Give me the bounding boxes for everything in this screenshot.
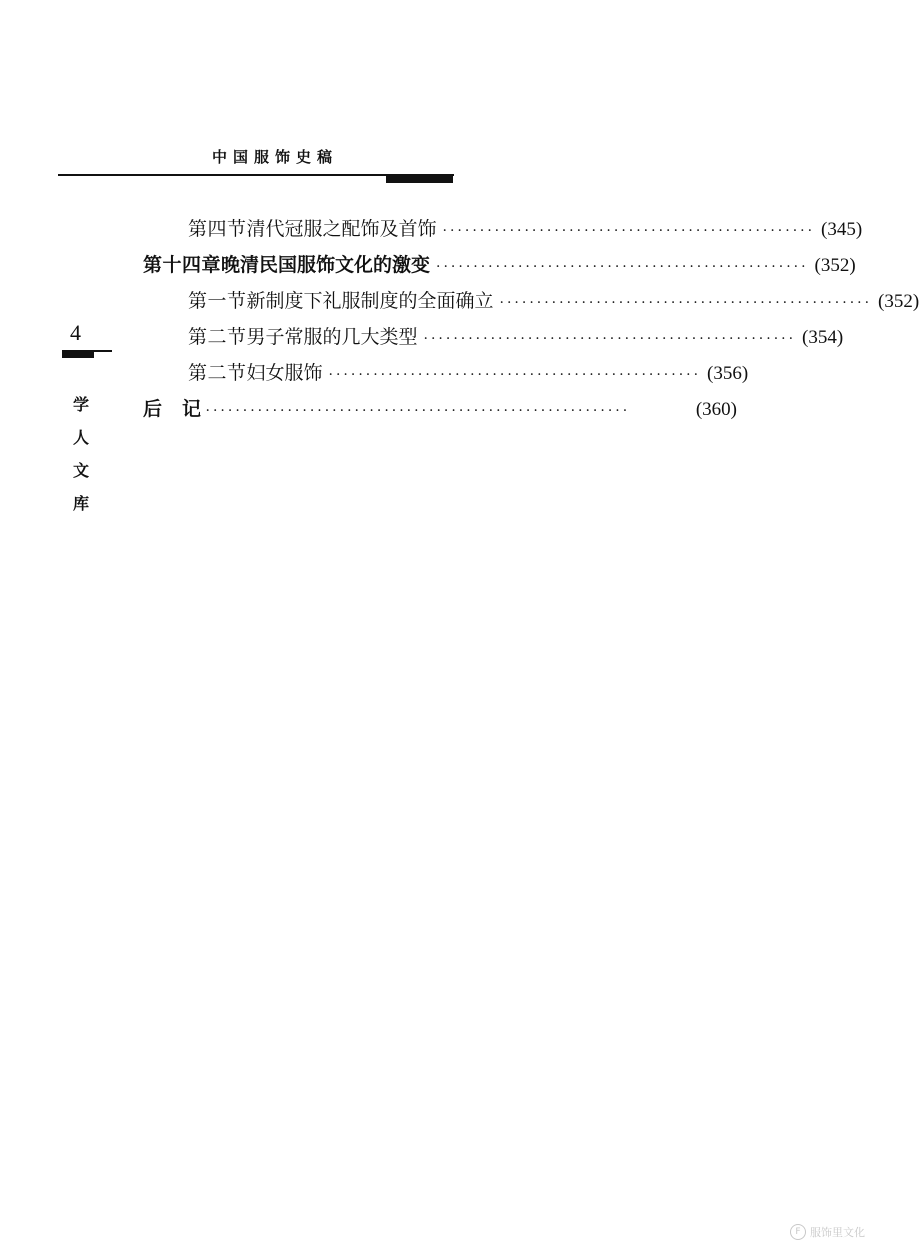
- toc-entry-title: 新制度下礼服制度的全面确立: [246, 290, 494, 312]
- toc-entry-page: (354): [802, 327, 844, 348]
- toc-entry[interactable]: [188, 286, 919, 316]
- toc-entry-page: (345): [821, 219, 863, 240]
- dot-leader: ··················································: [436, 259, 809, 275]
- toc-entry-label: 第二节: [188, 326, 247, 348]
- toc-entry-page: (360): [695, 399, 737, 420]
- toc-entry-label: 后 记: [143, 398, 202, 420]
- toc-entry[interactable]: [143, 250, 856, 280]
- toc-entry-label: 第二节: [188, 362, 247, 384]
- toc-entry[interactable]: [188, 214, 863, 244]
- toc-entry[interactable]: [188, 358, 749, 388]
- series-char: 库: [72, 494, 89, 513]
- toc-entry-page: (356): [707, 363, 749, 384]
- series-name: [70, 388, 92, 520]
- dot-leader: ··················································: [423, 331, 797, 347]
- watermark-text: 服饰里文化: [810, 1226, 865, 1239]
- side-bar: [62, 351, 94, 358]
- series-char: 人: [72, 428, 89, 447]
- dot-leader: ··················································: [328, 367, 702, 383]
- toc-entry[interactable]: [188, 322, 844, 352]
- watermark-logo-icon: F: [790, 1224, 806, 1240]
- series-char: 学: [72, 395, 89, 414]
- dot-leader: ··················································: [499, 295, 873, 311]
- series-char: 文: [72, 461, 89, 480]
- toc-entry-label: 第一节: [188, 290, 247, 312]
- toc-entry[interactable]: [143, 394, 737, 424]
- dot-leader: ··················································: [442, 223, 816, 239]
- toc-entry-label: 第十四章: [143, 254, 222, 276]
- toc-entry-page: (352): [878, 291, 919, 312]
- watermark: [790, 1224, 865, 1240]
- toc-entry-title: 妇女服饰: [246, 362, 323, 384]
- toc-entry-title: 男子常服的几大类型: [246, 326, 418, 348]
- header-bar: [386, 174, 453, 183]
- page-number: 4: [70, 320, 81, 345]
- dot-leader: ·························································: [205, 403, 631, 419]
- toc-entry-title: 晚清民国服饰文化的激变: [221, 254, 431, 276]
- toc-entry-page: (352): [814, 255, 856, 276]
- toc-entry-title: 清代冠服之配饰及首饰: [246, 218, 437, 240]
- toc-entry-label: 第四节: [188, 218, 247, 240]
- running-header-title: 中国服饰史稿: [212, 148, 339, 166]
